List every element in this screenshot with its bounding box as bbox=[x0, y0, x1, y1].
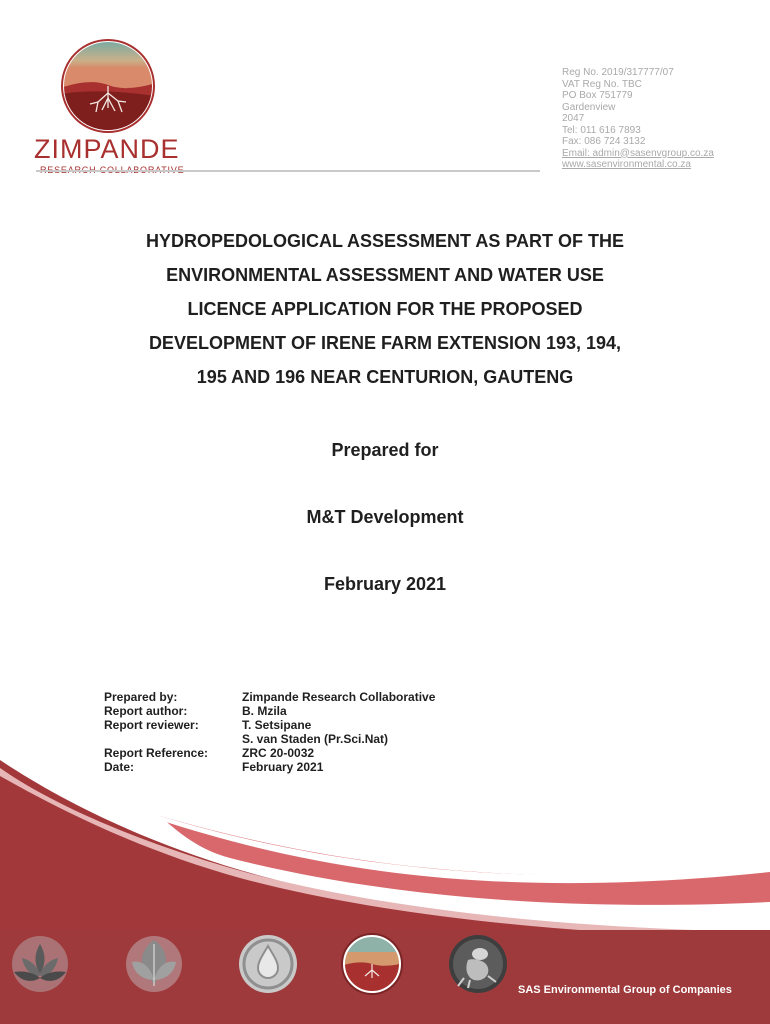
report-date: February 2021 bbox=[323, 574, 447, 594]
reference-label: Report Reference: bbox=[104, 746, 209, 760]
leaf-icon bbox=[122, 932, 186, 996]
zimpande-emblem-icon bbox=[60, 38, 156, 134]
lotus-flower-icon bbox=[8, 932, 72, 996]
details-row bbox=[104, 690, 435, 704]
reg-number: Reg No. 2019/317777/07 bbox=[562, 67, 674, 78]
frog-icon bbox=[446, 932, 510, 996]
footer-logos bbox=[0, 932, 770, 1012]
website-link[interactable]: www.sasenvironmental.co.za bbox=[562, 159, 691, 170]
details-row bbox=[104, 732, 435, 746]
email[interactable]: Email: admin@sasenvgroup.co.za bbox=[562, 147, 714, 159]
reviewer-label: Report reviewer: bbox=[104, 718, 199, 732]
date-value: February 2021 bbox=[242, 760, 324, 774]
date-label: Date: bbox=[104, 760, 135, 774]
details-row bbox=[104, 704, 435, 718]
logo-name: ZIMPANDE bbox=[34, 134, 180, 164]
contact-block bbox=[562, 67, 762, 171]
author-value: B. Mzila bbox=[242, 704, 287, 718]
telephone: Tel: 011 616 7893 bbox=[562, 124, 641, 136]
title-line: HYDROPEDOLOGICAL ASSESSMENT AS PART OF THE bbox=[145, 231, 625, 251]
po-box: PO Box 751779 bbox=[562, 90, 633, 101]
details-row bbox=[104, 746, 435, 760]
title-line: DEVELOPMENT OF IRENE FARM EXTENSION 193, 194, bbox=[148, 333, 622, 353]
prepared-by-label: Prepared by: bbox=[104, 690, 178, 704]
vat-number: VAT Reg No. TBC bbox=[562, 78, 642, 90]
details-row bbox=[104, 718, 435, 732]
zimpande-emblem-icon bbox=[340, 932, 404, 996]
fax: Fax: 086 724 3132 bbox=[562, 136, 646, 147]
reference-value: ZRC 20-0032 bbox=[242, 746, 315, 760]
title-line: ENVIRONMENTAL ASSESSMENT AND WATER USE bbox=[166, 265, 604, 285]
reviewer-value: T. Setsipane bbox=[242, 718, 312, 732]
prepared-for-label: Prepared for bbox=[331, 440, 439, 460]
client-name: M&T Development bbox=[306, 507, 464, 527]
report-title bbox=[70, 224, 700, 394]
zimpande-logo bbox=[30, 38, 190, 173]
title-line: 195 AND 196 NEAR CENTURION, GAUTENG bbox=[196, 367, 574, 387]
header-divider bbox=[36, 170, 540, 172]
reviewer-value: S. van Staden (Pr.Sci.Nat) bbox=[242, 732, 389, 746]
water-drop-icon bbox=[236, 932, 300, 996]
suburb: Gardenview bbox=[562, 101, 616, 113]
author-label: Report author: bbox=[104, 704, 188, 718]
prepared-by-value: Zimpande Research Collaborative bbox=[242, 690, 436, 704]
title-line: LICENCE APPLICATION FOR THE PROPOSED bbox=[187, 299, 583, 319]
footer-brand-text: SAS Environmental Group of Companies bbox=[518, 984, 732, 996]
postal-code: 2047 bbox=[562, 113, 585, 124]
